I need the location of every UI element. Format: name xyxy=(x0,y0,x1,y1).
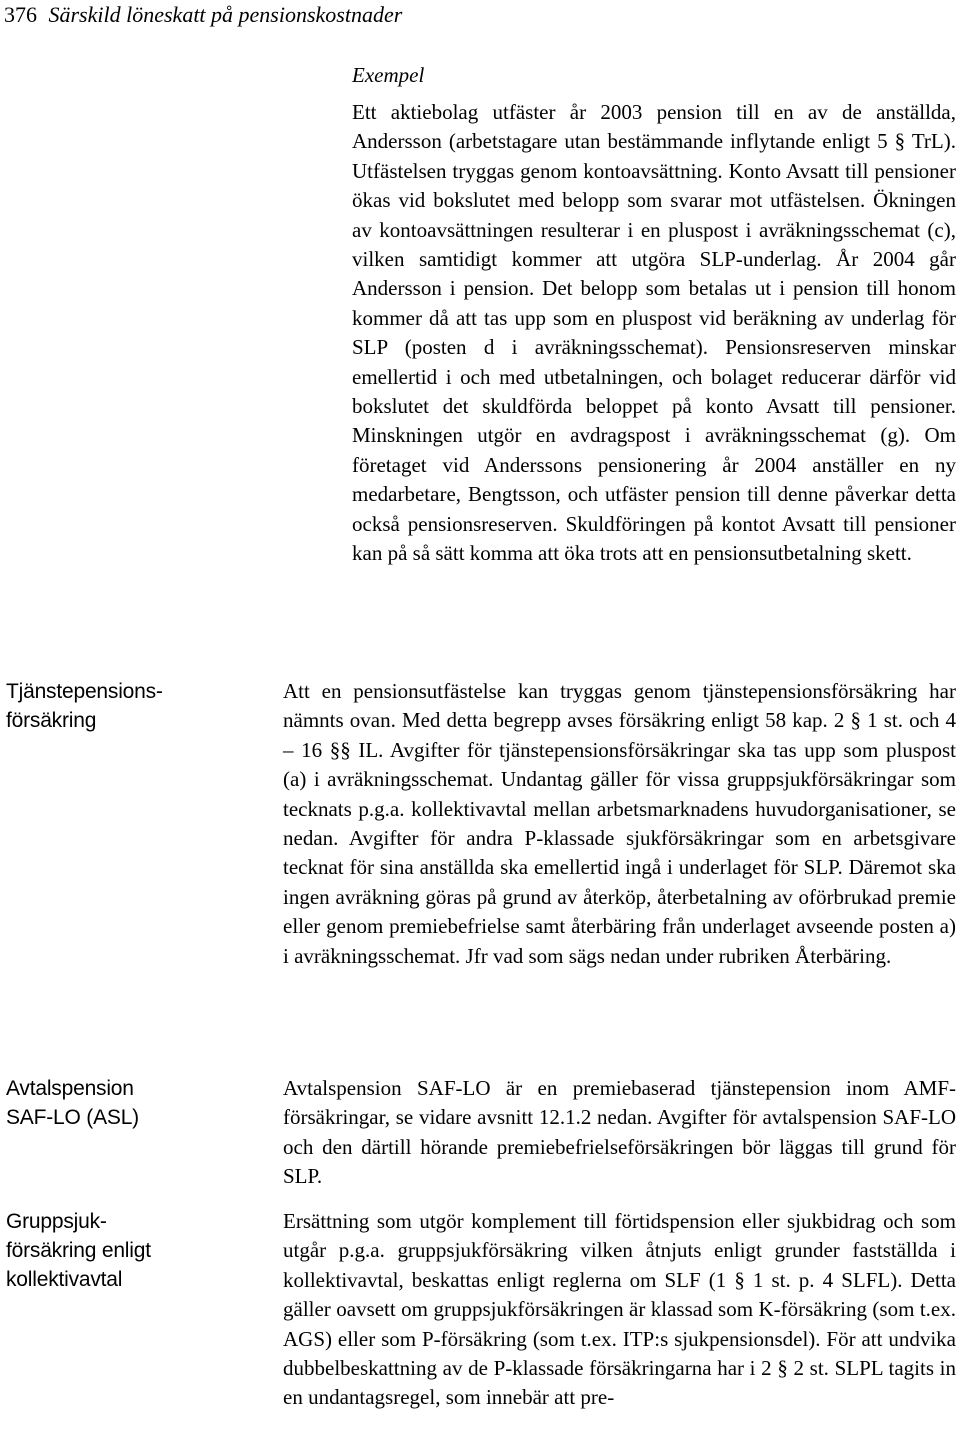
running-title: Särskild löneskatt på pensionskostnader xyxy=(48,2,403,27)
margin-heading-line: SAF-LO (ASL) xyxy=(6,1106,139,1129)
margin-heading-line: försäkring xyxy=(6,709,97,732)
paragraph-tjanstepensionsforsakring: Att en pensionsutfästelse kan tryggas genom tjänstepensionsförsäkring har nämnts ovan. Med detta begrepp avses försäkring enligt 58 kap. 2 § 1 st. och 4 – 16 §§ IL. Avgifter för tjänstepensionsförsäkringar ska tas upp som pluspost (a) i avräkningsschemat. Undantag gäller för vissa gruppsjukförsäkringar som tecknats p.g.a. kollektivavtal mellan arbetsmarknadens huvudorganisationer, se nedan. Avgifter för andra P-klassade sjukförsäkringar som en arbetsgivare tecknat för sina anställda ska emellertid ingå i underlaget för SLP. Däremot ska ingen avräkning göras på grund av återköp, återbetalning av oförbrukad premie eller genom premiebefrielse samt återbäring från underlaget avseende posten a) i avräkningsschemat. Jfr vad som sägs nedan under rubriken Återbäring. xyxy=(283,679,956,968)
page-number: 376 xyxy=(4,2,37,27)
margin-heading-line: kollektivavtal xyxy=(6,1268,123,1291)
example-box xyxy=(352,60,956,569)
margin-heading-line: Tjänstepensions- xyxy=(6,680,163,703)
margin-heading-tjanstepensionsforsakring xyxy=(6,677,242,735)
margin-heading-gruppsjukforsakring xyxy=(6,1207,242,1294)
example-text: Ett aktiebolag utfäster år 2003 pension till en av de anställda, Andersson (arbetstagare utan bestämmande inflytande enligt 5 § TrL). Utfästelsen tryggas genom kontoavsättning. Konto Avsatt till pensioner ökas vid bokslutet med belopp som svarar mot utfästelsen. Ökningen av kontoavsättningen resulterar i en pluspost i avräkningsschemat (c), vilken samtidigt kommer att utgöra SLP-underlag. År 2004 går Andersson i pension. Det belopp som betalas ut i pension till honom kommer då att tas upp som en pluspost vid beräkning av underlag för SLP (posten d i avräkningsschemat). Pensionsreserven minskar emellertid i och med utbetalningen, och bolaget reducerar därför vid bokslutet det skuldförda beloppet på konto Avsatt till pensioner. Minskningen utgör en avdragspost i avräkningsschemat (g). Om företaget vid Anderssons pensionering år 2004 anställer en ny medarbetare, Bengtsson, och utfäster pension till denne påverkar detta också pensionsreserven. Skuldföringen på kontot Avsatt till pensioner kan på så sätt komma att öka trots att en pensionsutbetalning skett. xyxy=(352,100,956,566)
paragraph-gruppsjukforsakring: Ersättning som utgör komplement till förtidspension eller sjukbidrag och som utgår p.g.a. gruppsjukförsäkring vilken åtnjuts enligt grunder fastställda i kollektivavtal, beskattas enligt reglerna om SLF (1 § 1 st. p. 4 SLFL). Detta gäller oavsett om gruppsjukförsäkringen är klassad som K-försäkring (som t.ex. AGS) eller som P-försäkring (som t.ex. ITP:s sjukpensionsdel). För att undvika dubbelbeskattning av de P-klassade försäkringarna har i 2 § 2 st. SLPL tagits in en undantagsregel, som innebär att pre- xyxy=(283,1209,956,1410)
margin-heading-line: Avtalspension xyxy=(6,1077,134,1100)
paragraph-avtalspension: Avtalspension SAF-LO är en premiebaserad tjänstepension inom AMF-försäkringar, se vidare avsnitt 12.1.2 nedan. Avgifter för avtalspension SAF-LO och den därtill hörande premiebefrielseförsäkringen bör läggas till grund för SLP. xyxy=(283,1076,956,1189)
margin-heading-line: försäkring enligt xyxy=(6,1239,151,1262)
margin-heading-avtalspension xyxy=(6,1074,242,1132)
margin-heading-line: Gruppsjuk- xyxy=(6,1210,107,1233)
example-heading: Exempel xyxy=(352,63,425,87)
page-header xyxy=(4,0,402,30)
